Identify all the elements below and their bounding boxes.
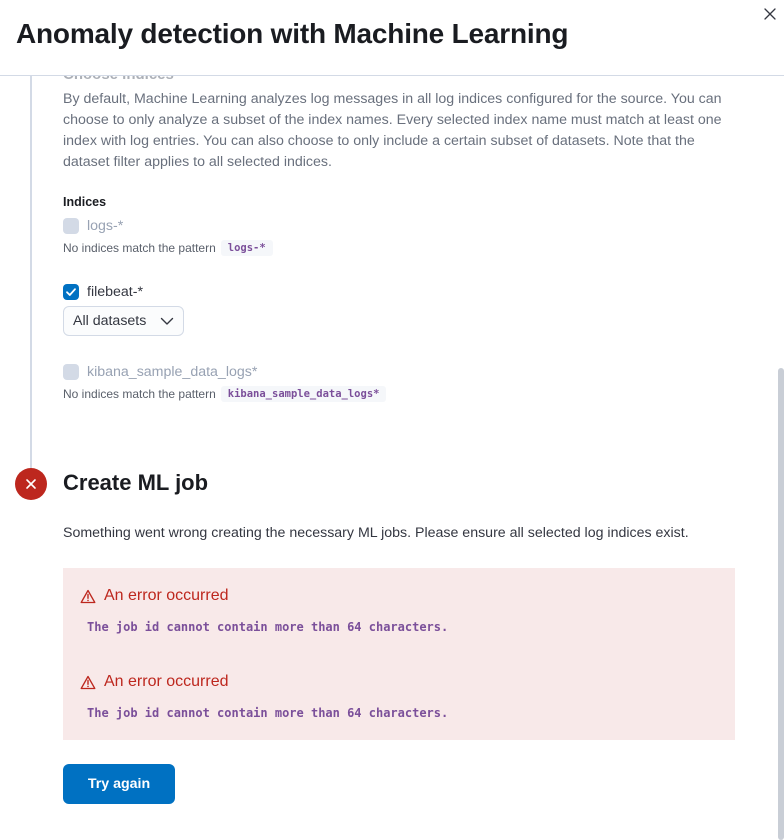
- flyout-header: [0, 0, 784, 76]
- page-title: Anomaly detection with Machine Learning: [16, 18, 569, 49]
- warning-icon: [80, 675, 96, 690]
- cross-icon: [25, 478, 37, 490]
- error-title: [80, 587, 229, 605]
- scrollbar-thumb[interactable]: [778, 368, 784, 840]
- help-text: No indices match the pattern: [63, 241, 216, 255]
- error-message: The job id cannot contain more than 64 characters.: [87, 706, 449, 720]
- kibana-sample-checkbox[interactable]: [63, 364, 79, 380]
- error-message: The job id cannot contain more than 64 characters.: [87, 620, 449, 634]
- help-text: No indices match the pattern: [63, 387, 216, 401]
- error-title-text: An error occurred: [104, 673, 229, 690]
- step-error-icon: [15, 468, 47, 500]
- warning-icon: [80, 589, 96, 604]
- close-button[interactable]: [760, 4, 780, 24]
- chevron-down-icon: [160, 317, 174, 326]
- indices-label: Indices: [63, 195, 107, 209]
- logs-checkbox-label: logs-*: [87, 218, 124, 234]
- error-title: [80, 673, 229, 691]
- pattern-code: kibana_sample_data_logs*: [221, 386, 387, 402]
- create-ml-job-description: Something went wrong creating the necessary ML jobs. Please ensure all selected log indices exist.: [63, 525, 689, 541]
- dataset-select-value: All datasets: [73, 313, 147, 329]
- dataset-select[interactable]: [63, 306, 184, 336]
- pattern-code: logs-*: [221, 240, 273, 256]
- logs-checkbox[interactable]: [63, 218, 79, 234]
- create-ml-job-title: Create ML job: [63, 470, 209, 495]
- kibana-sample-checkbox-label: kibana_sample_data_logs*: [87, 364, 258, 380]
- try-again-button[interactable]: Try again: [63, 764, 175, 804]
- filebeat-checkbox[interactable]: [63, 284, 79, 300]
- filebeat-checkbox-label: filebeat-*: [87, 284, 143, 300]
- error-title-text: An error occurred: [104, 587, 229, 604]
- check-icon: [65, 286, 77, 298]
- step-connector-line: [30, 76, 32, 468]
- choose-indices-description: By default, Machine Learning analyzes log messages in all log indices configured for the source. You can choose to only analyze a subset of the index names. Every selected index name must match at least one index with log entries. You can also choose to only include a certain subset of datasets. Note that the dataset filter applies to all selected indices.: [63, 91, 722, 170]
- logs-help-text: [63, 240, 273, 256]
- kibana-sample-help-text: [63, 386, 386, 402]
- close-icon: [760, 4, 780, 24]
